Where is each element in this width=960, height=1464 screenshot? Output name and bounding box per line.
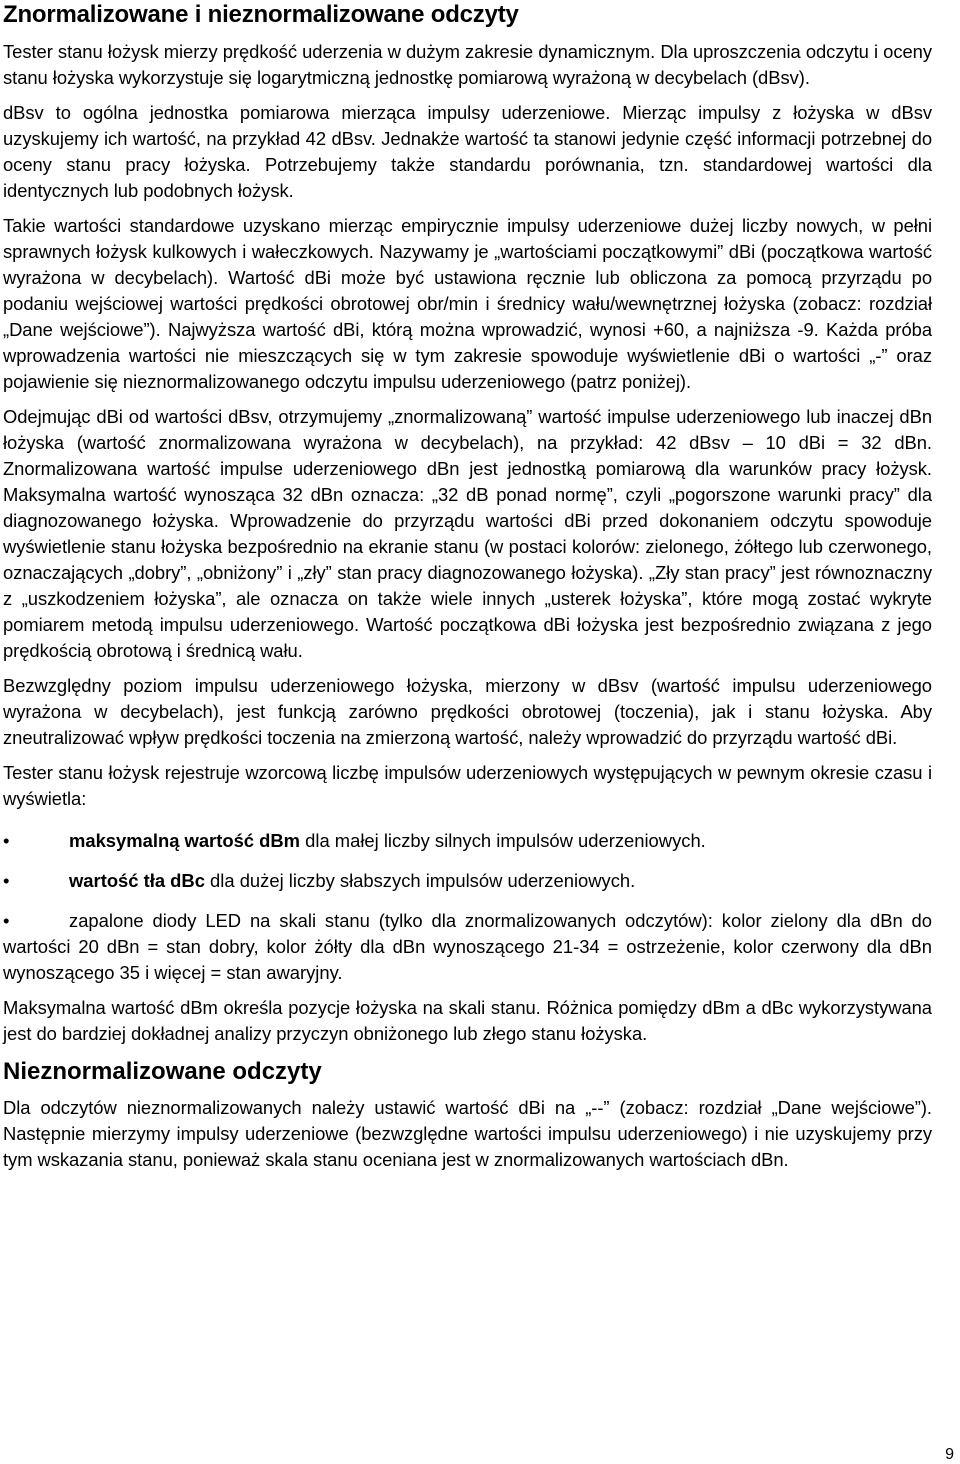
bullet-item-dbm xyxy=(3,828,932,854)
bullet-bold-text: wartość tła dBc xyxy=(69,870,205,891)
page-title: Znormalizowane i nieznormalizowane odczyty xyxy=(3,1,519,28)
paragraph-intro: Tester stanu łożysk mierzy prędkość uderzenia w dużym zakresie dynamicznym. Dla uproszczenia odczytu i oceny stanu łożyska wykorzystuje się logarytmiczną jednostkę pomiarową wyrażoną w decybelach (dBsv). xyxy=(3,41,932,88)
bullet-marker: • xyxy=(3,910,10,931)
paragraph-tester: Tester stanu łożysk rejestruje wzorcową liczbę impulsów uderzeniowych występujących w pewnym okresie czasu i wyświetla: xyxy=(3,762,932,809)
paragraph-unnormalized: Dla odczytów nieznormalizowanych należy ustawić wartość dBi na „--” (zobacz: rozdział „Dane wejściowe”). Następnie mierzymy impulsy uderzeniowe (bezwzględne wartości impulsu uderzeniowego) i nie uzyskujemy przy tym wskazania stanu, ponieważ skala stanu oceniana jest w znormalizowanych wartościach dBn. xyxy=(3,1097,932,1170)
paragraph-absolute-level: Bezwzględny poziom impulsu uderzeniowego łożyska, mierzony w dBsv (wartość impulsu uderzeniowego wyrażona w decybelach), jest funkcją zarówno prędkości obrotowej (toczenia), jak i stanu łożyska. Aby zneutralizować wpływ prędkości toczenia na zmierzoną wartość, należy wprowadzić do przyrządu wartość dBi. xyxy=(3,675,932,748)
bullet-item-led xyxy=(3,908,932,986)
bullet-text: dla dużej liczby słabszych impulsów uderzeniowych. xyxy=(204,870,636,891)
bullet-marker: • xyxy=(3,870,10,891)
bullet-marker: • xyxy=(3,830,10,851)
paragraph-dbi: Takie wartości standardowe uzyskano mierząc empirycznie impulsy uderzeniowe dużej liczby nowych, w pełni sprawnych łożysk kulkowych i wałeczkowych. Nazywamy je „wartościami początkowymi” dBi (początkowa wartość wyrażona w decybelach). Wartość dBi może być ustawiona ręcznie lub obliczona za pomocą przyrządu po podaniu wejściowej wartości prędkości obrotowej obr/min i średnicy wału/wewnętrznej łożyska (zobacz: rozdział „Dane wejściowe”). Najwyższa wartość dBi, którą można wprowadzić, wynosi +60, a najniższa -9. Każda próba wprowadzenia wartości nie mieszczących się w tym zakresie spowoduje wyświetlenie dBi o wartości „-” oraz pojawienie się nieznormalizowanego odczytu impulsu uderzeniowego (patrz poniżej). xyxy=(3,215,932,392)
paragraph-dbsv: dBsv to ogólna jednostka pomiarowa mierząca impulsy uderzeniowe. Mierząc impulsy z łożyska w dBsv uzyskujemy ich wartość, na przykład 42 dBsv. Jednakże wartość ta stanowi jedynie część informacji potrzebnej do oceny stanu pracy łożyska. Potrzebujemy także standardu porównania, tzn. standardowej wartości dla identycznych lub podobnych łożysk. xyxy=(3,102,932,201)
section-heading: Nieznormalizowane odczyty xyxy=(3,1058,322,1085)
paragraph-dbn: Odejmując dBi od wartości dBsv, otrzymujemy „znormalizowaną” wartość impulse uderzeniowego lub inaczej dBn łożyska (wartość znormalizowana wyrażona w decybelach), na przykład: 42 dBsv – 10 dBi = 32 dBn. Znormalizowana wartość impulse uderzeniowego dBn jest jednostką pomiarową dla warunków pracy łożysk. Maksymalna wartość wynosząca 32 dBn oznacza: „32 dB ponad normę”, czyli „pogorszone warunki pracy” dla diagnozowanego łożyska. Wprowadzenie do przyrządu wartości dBi przed dokonaniem odczytu spowoduje wyświetlenie stanu łożyska bezpośrednio na ekranie stanu (w postaci kolorów: zielonego, żółtego lub czerwonego, oznaczających „dobry”, „obniżony” i „zły” stan pracy diagnozowanego łożyska). „Zły stan pracy” jest równoznaczny z „uszkodzeniem łożyska”, ale oznacza on także wiele innych „usterek łożyska”, które mogą zostać wykryte pomiarem metodą impulsu uderzeniowego. Wartość początkowa dBi łożyska jest bezpośrednio związana z jego prędkością obrotową i średnicą wału. xyxy=(3,406,932,661)
page-number: 9 xyxy=(945,1446,954,1463)
paragraph-dbm-dbc: Maksymalna wartość dBm określa pozycje łożyska na skali stanu. Różnica pomiędzy dBm a dBc wykorzystywana jest do bardziej dokładnej analizy przyczyn obniżonego lub złego stanu łożyska. xyxy=(3,997,932,1044)
bullet-text: dla małej liczby silnych impulsów uderzeniowych. xyxy=(300,830,706,851)
bullet-bold-text: maksymalną wartość dBm xyxy=(69,830,301,851)
bullet-text: zapalone diody LED na skali stanu (tylko dla znormalizowanych odczytów): kolor zielony dla dBn do wartości 20 dBn = stan dobry, kolor żółty dla dBn wynoszącego 21-34 = ostrzeżenie, kolor czerwony dla dBn wynoszącego 35 i więcej = stan awaryjny. xyxy=(3,910,932,983)
bullet-item-dbc xyxy=(3,868,932,894)
document-page xyxy=(3,0,932,1182)
